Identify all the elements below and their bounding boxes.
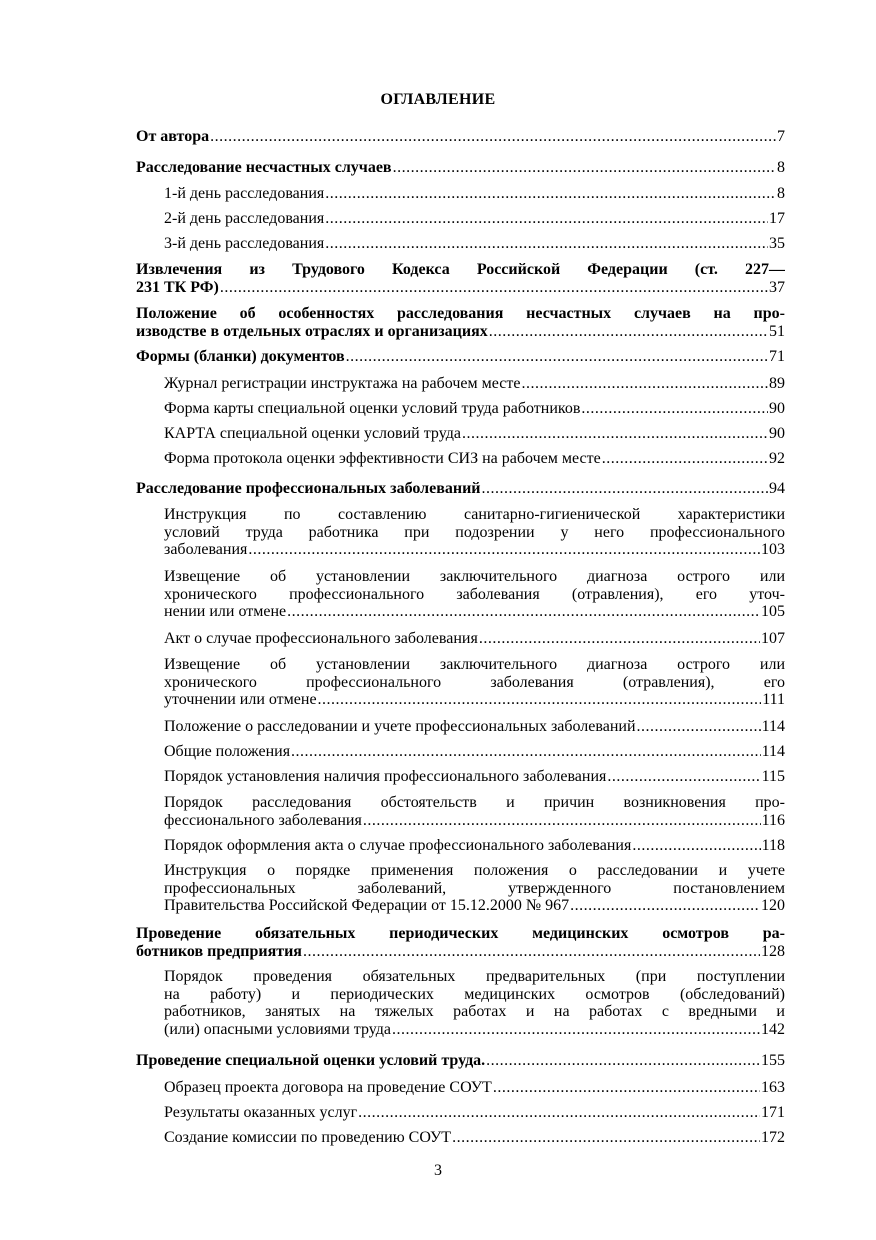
toc-entry[interactable] (136, 480, 785, 498)
dot-leader (521, 375, 768, 393)
toc-entry-page: 114 (761, 718, 785, 735)
toc-entry-title-line: работников, занятых на тяжелых работах и на работах с вредными и (164, 1003, 785, 1020)
dot-leader (581, 400, 768, 418)
toc-entry-title-line: Извещение об установлении заключительного диагноза острого или (164, 568, 785, 585)
dot-leader (325, 185, 776, 203)
toc-entry-title-line: Инструкция о порядке применения положения о расследовании и учете (164, 862, 785, 879)
toc-entry-title-line: хронического профессионального заболевания (отравления), его (164, 673, 785, 691)
dot-leader (303, 943, 760, 961)
toc-entry-title-line: Проведение обязательных периодических медицинских осмотров ра- (136, 925, 785, 942)
dot-leader (358, 1104, 760, 1122)
toc-entry-page: 90 (769, 400, 785, 417)
toc-entry-page: 35 (769, 235, 785, 252)
toc-entry-title-line: хронического профессионального заболевания (отравления), его уточ- (164, 585, 785, 603)
toc-entry-title: Порядок установления наличия профессионального заболевания (164, 768, 607, 785)
toc-entry-title: заболевания (164, 541, 248, 558)
toc-entry[interactable] (136, 128, 785, 146)
toc-entry-page: 120 (761, 897, 785, 914)
toc-entry[interactable] (164, 1129, 785, 1147)
dot-leader (452, 1129, 760, 1147)
toc-entry[interactable] (164, 630, 785, 648)
toc-entry-page: 171 (761, 1104, 785, 1121)
toc-entry-page: 51 (769, 322, 785, 340)
toc-entry-page: 17 (769, 210, 785, 227)
toc-entry-page: 37 (769, 278, 785, 296)
toc-entry-title: Расследование несчастных случаев (136, 159, 392, 176)
toc-entry-page: 116 (761, 811, 785, 829)
dot-leader (325, 210, 768, 228)
dot-leader (248, 541, 760, 559)
dot-leader (318, 691, 762, 709)
toc-entry-title: 3-й день расследования (164, 235, 325, 252)
toc-entry-title: КАРТА специальной оценки условий труда (164, 425, 461, 442)
toc-entry[interactable] (136, 261, 785, 296)
toc-entry-title-line: Извещение об установлении заключительного диагноза острого или (164, 656, 785, 673)
toc-entry[interactable] (164, 743, 785, 761)
toc-entry-page: 103 (761, 541, 785, 558)
toc-entry-title: Образец проекта договора на проведение СОУТ (164, 1079, 492, 1096)
toc-entry-page: 128 (761, 942, 785, 960)
dot-leader (210, 128, 776, 146)
toc-entry[interactable] (164, 210, 785, 228)
toc-entry-title-line: Извлечения из Трудового Кодекса Российской Федерации (ст. 227— (136, 261, 785, 278)
toc-entry[interactable] (164, 425, 785, 443)
toc-entry-page: 71 (769, 348, 785, 365)
toc-entry-title-line: условий труда работника при подозрении у него профессионального (164, 523, 785, 541)
toc-entry[interactable] (136, 305, 785, 340)
toc-entry[interactable] (164, 837, 785, 855)
toc-heading: ОГЛАВЛЕНИЕ (380, 91, 496, 108)
toc-entry-title-line: профессиональных заболеваний, утвержденного постановлением (164, 879, 785, 897)
toc-entry-title: ботников предприятия (136, 942, 302, 960)
toc-entry-title: Порядок оформления акта о случае профессионального заболевания (164, 837, 632, 854)
toc-entry[interactable] (164, 185, 785, 203)
toc-entry-title: фессионального заболевания (164, 811, 362, 829)
toc-entry-page: 172 (761, 1129, 785, 1146)
toc-entry-title-line: Инструкция по составлению санитарно-гигиенической характеристики (164, 506, 785, 523)
toc-entry[interactable] (164, 768, 785, 786)
toc-entry-page: 8 (777, 159, 785, 176)
toc-entry-page: 142 (761, 1020, 785, 1038)
toc-entry[interactable] (136, 1052, 785, 1070)
toc-entry-title-line: на работу) и периодических медицинских осмотров (обследований) (164, 985, 785, 1003)
toc-entry[interactable] (136, 159, 785, 177)
toc-entry-title: Формы (бланки) документов (136, 348, 345, 365)
toc-entry-title-line: Положение об особенностях расследования несчастных случаев на про- (136, 305, 785, 322)
dot-leader (482, 480, 768, 498)
toc-entry[interactable] (164, 1104, 785, 1122)
toc-entry-page: 118 (761, 837, 785, 854)
dot-leader (489, 323, 768, 341)
toc-entry-page: 114 (761, 743, 785, 760)
toc-entry-title: Результаты оказанных услуг (164, 1104, 358, 1121)
dot-leader (392, 1021, 760, 1039)
toc-entry-page: 105 (761, 603, 785, 620)
toc-entry-page: 89 (769, 375, 785, 392)
toc-entry[interactable] (164, 718, 785, 736)
dot-leader (486, 1052, 760, 1070)
dot-leader (602, 450, 768, 468)
toc-entry-page: 111 (762, 691, 785, 708)
toc-entry-page: 163 (761, 1079, 785, 1096)
toc-entry-page: 107 (761, 630, 785, 647)
toc-entry-page: 115 (761, 768, 785, 785)
toc-entry-title: Положение о расследовании и учете профессиональных заболеваний (164, 718, 636, 735)
toc-entry-title: Журнал регистрации инструктажа на рабочем месте (164, 375, 521, 392)
toc-entry-title: От автора (136, 128, 210, 145)
toc-entry-page: 90 (769, 425, 785, 442)
toc-entry-title-line: Порядок расследования обстоятельств и причин возникновения про- (164, 794, 785, 811)
toc-entry-title: нении или отмене (164, 603, 287, 620)
toc-entry-title: Создание комиссии по проведению СОУТ (164, 1129, 452, 1146)
dot-leader (607, 768, 760, 786)
dot-leader (363, 812, 761, 830)
toc-entry-page: 155 (761, 1052, 785, 1069)
toc-entry[interactable] (164, 862, 785, 915)
toc-entry-title: Правительства Российской Федерации от 15.12.2000 № 967 (164, 897, 570, 914)
toc-entry-title: 1-й день расследования (164, 185, 325, 202)
dot-leader (287, 603, 760, 621)
dot-leader (462, 425, 768, 443)
toc-entry-title: Форма карты специальной оценки условий труда работников (164, 400, 581, 417)
toc-entry[interactable] (164, 568, 785, 621)
dot-leader (346, 348, 768, 366)
toc-entry[interactable] (164, 794, 785, 829)
toc-entry[interactable] (164, 235, 785, 253)
dot-leader (220, 279, 768, 297)
toc-entry-title: уточнении или отмене (164, 691, 317, 708)
toc-entry-title: 231 ТК РФ) (136, 278, 219, 296)
toc-entry[interactable] (164, 375, 785, 393)
toc-entry[interactable] (164, 450, 785, 468)
dot-leader (479, 630, 760, 648)
toc-entry-title-line: Порядок проведения обязательных предварительных (при поступлении (164, 968, 785, 985)
toc-entry-page: 94 (769, 480, 785, 497)
dot-leader (393, 159, 776, 177)
toc-entry-title: изводстве в отдельных отраслях и организациях (136, 322, 488, 340)
dot-leader (291, 743, 761, 761)
toc-entry-page: 7 (777, 128, 785, 145)
toc-entry[interactable] (164, 656, 785, 709)
toc-entry-title: Форма протокола оценки эффективности СИЗ на рабочем месте (164, 450, 601, 467)
dot-leader (570, 897, 760, 915)
dot-leader (493, 1079, 760, 1097)
dot-leader (637, 718, 761, 736)
toc-entry[interactable] (164, 1079, 785, 1097)
toc-entry-title: (или) опасными условиями труда (164, 1020, 391, 1038)
toc-entry-title: Проведение специальной оценки условий труда. (136, 1052, 486, 1069)
toc-entry-title: 2-й день расследования (164, 210, 325, 227)
toc-entry-page: 92 (769, 450, 785, 467)
toc-entry-page: 8 (777, 185, 785, 202)
dot-leader (325, 235, 768, 253)
toc-entry-title: Акт о случае профессионального заболевания (164, 630, 478, 647)
toc-entry[interactable] (136, 348, 785, 366)
toc-entry-title: Расследование профессиональных заболеваний (136, 480, 481, 497)
toc-entry[interactable] (164, 506, 785, 559)
toc-entry-title: Общие положения (164, 743, 291, 760)
toc-entry[interactable] (136, 925, 785, 960)
toc-entry[interactable] (164, 400, 785, 418)
toc-entry[interactable] (164, 968, 785, 1038)
dot-leader (632, 837, 760, 855)
page-number: 3 (434, 1162, 442, 1179)
